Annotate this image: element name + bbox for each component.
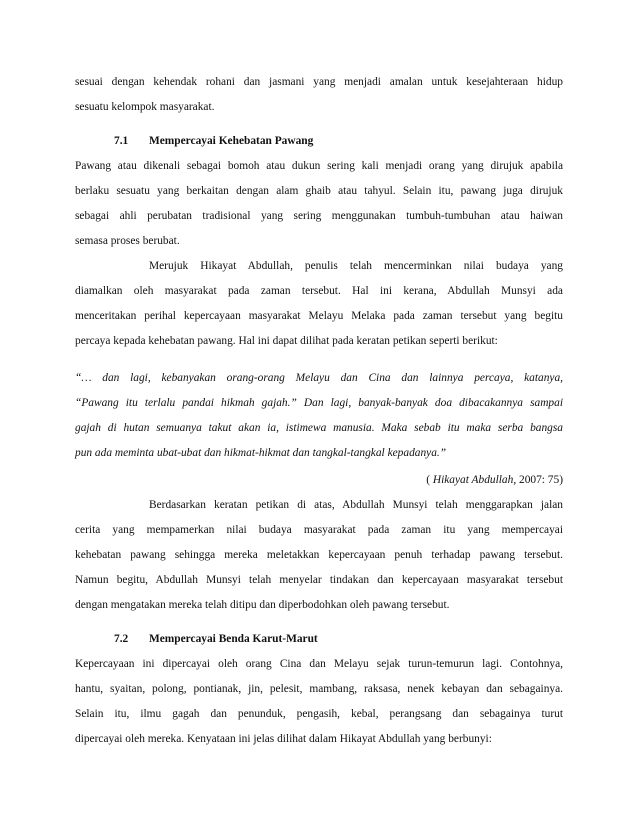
paragraph-line: hantu, syaitan, polong, pontianak, jin, pelesit, mambang, raksasa, nenek kebayan dan sebagainya. (75, 683, 563, 695)
citation (426, 473, 563, 487)
paragraph-line: semasa proses berubat. (75, 235, 180, 247)
section-number: 7.2 (114, 633, 129, 645)
section-number: 7.1 (114, 135, 129, 147)
paragraph-line: menceritakan perihal kepercayaan masyarakat Melayu Melaka pada zaman tersebut yang begitu (75, 310, 563, 322)
paragraph-line: dipercayai oleh mereka. Kenyataan ini jelas dilihat dalam Hikayat Abdullah yang berbunyi: (75, 733, 492, 745)
paragraph-line: kehebatan pawang sehingga mereka meletakkan kepercayaan penuh terhadap pawang tersebut. (75, 549, 563, 561)
paragraph-line: sesuatu kelompok masyarakat. (75, 101, 215, 113)
citation-open: ( (426, 474, 433, 486)
paragraph-line: Pawang atau dikenali sebagai bomoh atau dukun sering kali menjadi orang yang dirujuk apabila (75, 160, 563, 172)
paragraph-line: sebagai ahli perubatan tradisional yang sering menggunakan tumbuh-tumbuhan atau haiwan (75, 210, 563, 222)
paragraph-line: Namun begitu, Abdullah Munsyi telah menyelar tindakan dan kepercayaan masyarakat tersebut (75, 574, 563, 586)
paragraph-line: dengan mengatakan mereka telah ditipu dan diperbodohkan oleh pawang tersebut. (75, 599, 450, 611)
citation-work: Hikayat Abdullah (432, 474, 514, 486)
quote-line: pun ada meminta ubat-ubat dan hikmat-hikmat dan tangkal-tangkal kepadanya.” (75, 447, 447, 459)
quote-line: gajah di hutan semuanya takut akan ia, istimewa manusia. Maka sebab itu maka serba bangsa (75, 422, 563, 434)
paragraph-line: Kepercayaan ini dipercayai oleh orang Cina dan Melayu sejak turun-temurun lagi. Contohnya, (75, 658, 563, 670)
paragraph-line: cerita yang mempamerkan nilai budaya masyarakat pada zaman itu yang mempercayai (75, 524, 563, 536)
quote-line: “Pawang itu terlalu pandai hikmah gajah.” Dan lagi, banyak-banyak doa dibacakannya sampai (75, 397, 563, 409)
section-heading: Mempercayai Kehebatan Pawang (149, 135, 314, 147)
paragraph-line: berlaku sesuatu yang berkaitan dengan alam ghaib atau tahyul. Selain itu, pawang juga dirujuk (75, 185, 563, 197)
paragraph-line: Selain itu, ilmu gagah dan penunduk, pengasih, kebal, perangsang dan sebagainya turut (75, 708, 563, 720)
quote-line: “… dan lagi, kebanyakan orang-orang Melayu dan Cina dan lainnya percaya, katanya, (75, 372, 563, 384)
paragraph-line: Berdasarkan keratan petikan di atas, Abdullah Munsyi telah menggarapkan jalan (149, 499, 563, 511)
paragraph-line: diamalkan oleh masyarakat pada zaman tersebut. Hal ini kerana, Abdullah Munsyi ada (75, 285, 563, 297)
citation-rest: , 2007: 75) (513, 474, 563, 486)
paragraph-line: sesuai dengan kehendak rohani dan jasmani yang menjadi amalan untuk kesejahteraan hidup (75, 76, 563, 88)
section-heading: Mempercayai Benda Karut-Marut (149, 633, 318, 645)
paragraph-line: Merujuk Hikayat Abdullah, penulis telah mencerminkan nilai budaya yang (149, 260, 563, 272)
paragraph-line: percaya kepada kehebatan pawang. Hal ini dapat dilihat pada keratan petikan seperti berikut: (75, 335, 498, 347)
